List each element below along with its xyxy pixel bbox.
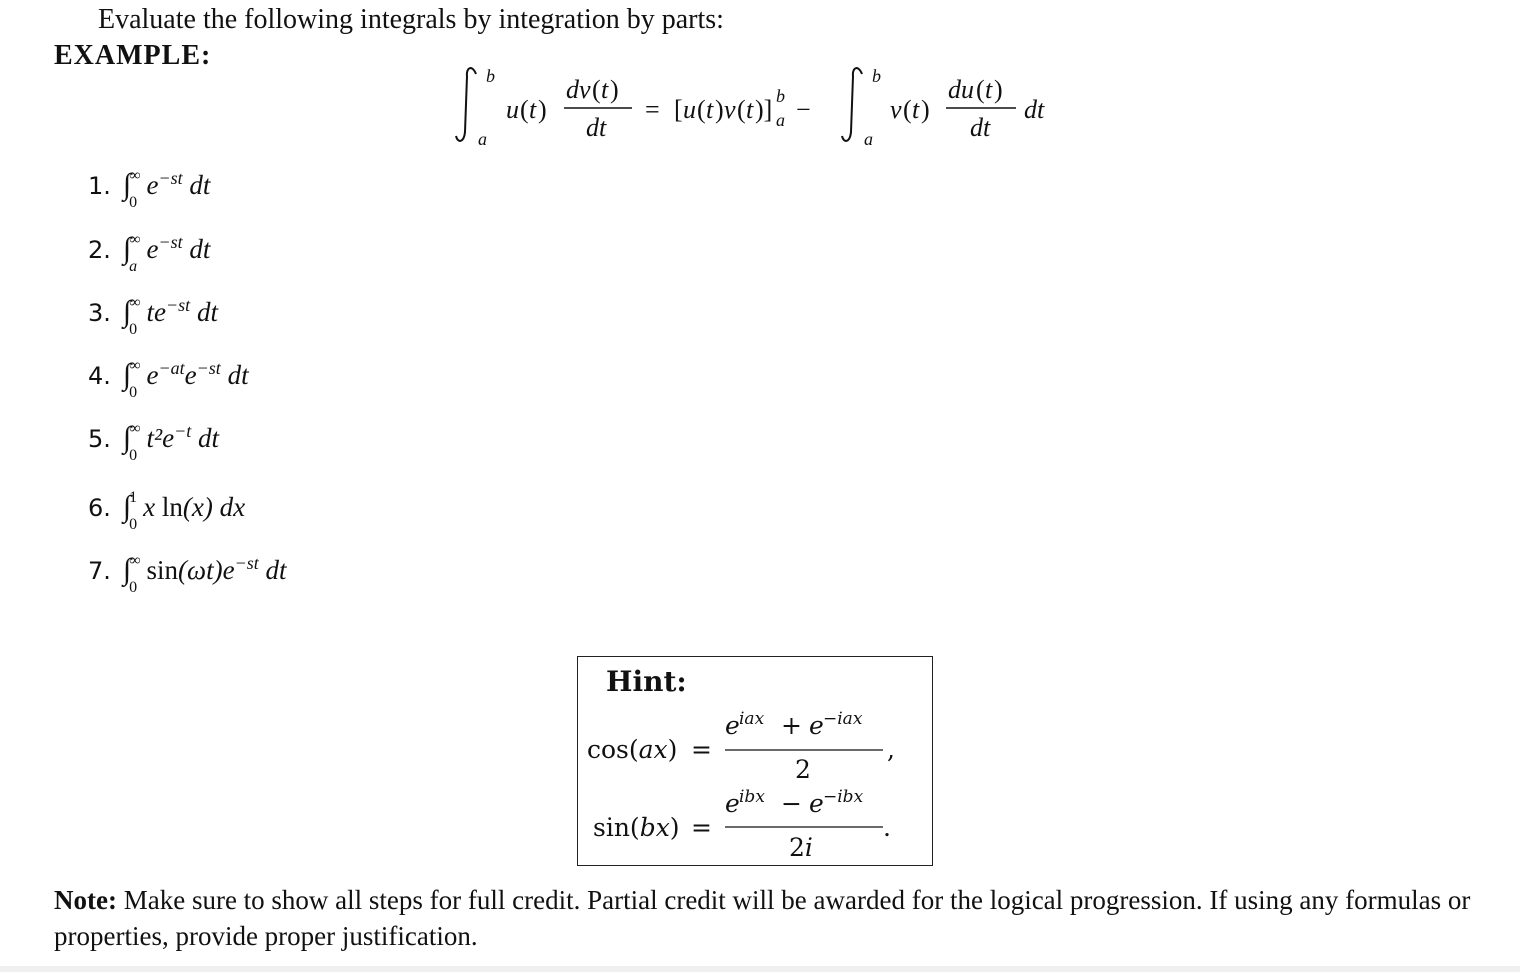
lower-limit: 0	[129, 383, 138, 401]
svg-text:)]: )]	[755, 95, 773, 124]
lower-limit: 0	[129, 193, 138, 211]
upper-limit: ∞	[129, 166, 141, 184]
svg-text:−: −	[796, 95, 811, 124]
note-text: Make sure to show all steps for full credit. Partial credit will be awarded for the logical progression. If using any formulas or properties, provide proper justification.	[54, 885, 1471, 951]
upper-limit: ∞	[129, 356, 141, 374]
svg-text:t: t	[706, 95, 714, 124]
problem-item	[88, 356, 249, 401]
svg-text:−: −	[781, 789, 802, 818]
svg-text:(: (	[592, 75, 601, 104]
note-label: Note:	[54, 885, 117, 915]
svg-text:(: (	[737, 95, 746, 124]
svg-text:t: t	[746, 95, 754, 124]
lower-limit: 0	[129, 446, 138, 464]
lower-limit: 0	[129, 515, 138, 533]
integral-limits	[129, 166, 141, 211]
example-label: EXAMPLE:	[54, 40, 212, 71]
upper-limit: 1	[129, 488, 138, 506]
svg-text:[: [	[674, 95, 683, 124]
svg-text:(: (	[697, 95, 706, 124]
problem-item	[88, 230, 211, 275]
svg-text:+: +	[781, 711, 802, 740]
hint-formulas	[585, 700, 925, 860]
svg-text:): )	[538, 95, 547, 124]
problem-item	[88, 419, 220, 464]
svg-text:b: b	[872, 66, 881, 86]
integral-limits	[129, 488, 138, 533]
svg-text:): )	[610, 75, 619, 104]
problem-number: 2.	[88, 236, 111, 264]
example-formula	[450, 62, 1070, 152]
svg-text:−ibx: −ibx	[823, 787, 864, 807]
svg-text:b: b	[776, 86, 785, 106]
integrand: $te^{-st}$ dt	[146, 295, 218, 327]
upper-limit: ∞	[129, 293, 141, 311]
svg-text:a: a	[478, 129, 487, 149]
svg-text:t: t	[601, 75, 609, 104]
problem-number: 5.	[88, 425, 111, 453]
svg-text:e: e	[809, 711, 824, 740]
svg-text:ibx: ibx	[739, 787, 765, 807]
svg-text:a: a	[864, 129, 873, 149]
svg-text:t: t	[985, 75, 993, 104]
integral-limits	[129, 356, 141, 401]
problem-number: 6.	[88, 494, 111, 522]
problem-item	[88, 293, 218, 338]
integral-sign: ∫	[122, 295, 132, 328]
integrand: $e^{-st}$ dt	[146, 232, 211, 264]
svg-text:,: ,	[887, 735, 895, 764]
svg-text:u: u	[683, 95, 696, 124]
svg-text:e: e	[725, 711, 740, 740]
problem-item	[88, 488, 246, 533]
svg-text:t: t	[529, 95, 537, 124]
problem-number: 4.	[88, 362, 111, 390]
integral-limits	[129, 419, 141, 464]
svg-text:): )	[715, 95, 724, 124]
integral-sign: ∫	[122, 490, 132, 523]
svg-text:(: (	[520, 95, 529, 124]
svg-text:iax: iax	[739, 709, 765, 729]
integrand: $\sin(\omega t)e^{-st}$ dt	[146, 553, 287, 585]
page-title: Evaluate the following integrals by integration by parts:	[98, 4, 724, 35]
svg-text:dt: dt	[970, 113, 991, 142]
svg-text:e: e	[725, 789, 740, 818]
svg-text:=: =	[691, 813, 712, 842]
problem-number: 7.	[88, 557, 111, 585]
svg-text:dt: dt	[1024, 95, 1045, 124]
svg-text:(: (	[976, 75, 985, 104]
integral-sign: ∫	[122, 358, 132, 391]
svg-text:2: 2	[795, 755, 811, 784]
upper-limit: ∞	[129, 551, 141, 569]
integral-sign: ∫	[122, 232, 132, 265]
integral-limits	[129, 293, 141, 338]
integral-limits	[129, 230, 141, 275]
integral-sign: ∫	[122, 168, 132, 201]
svg-text:dt: dt	[586, 113, 607, 142]
svg-text:a: a	[776, 110, 785, 130]
problem-item	[88, 551, 287, 596]
svg-text:=: =	[645, 95, 660, 124]
upper-limit: ∞	[129, 230, 141, 248]
svg-text:.: .	[883, 813, 891, 842]
integral-sign: ∫	[122, 421, 132, 454]
svg-text:=: =	[691, 735, 712, 764]
problem-item	[88, 166, 211, 211]
integrand: x ln(x) dx	[143, 492, 246, 522]
svg-text:): )	[994, 75, 1003, 104]
lower-limit: 0	[129, 578, 138, 596]
problem-number: 3.	[88, 299, 111, 327]
svg-text:−iax: −iax	[823, 709, 863, 729]
lower-limit: a	[129, 257, 138, 275]
svg-text:): )	[921, 95, 930, 124]
svg-text:b: b	[486, 66, 495, 86]
svg-text:2i: 2i	[789, 833, 813, 860]
svg-text:v: v	[890, 95, 902, 124]
svg-text:cos(ax): cos(ax)	[587, 735, 678, 764]
svg-text:u: u	[506, 95, 519, 124]
integrand: $e^{-at}e^{-st}$ dt	[146, 358, 249, 390]
integrand: $e^{-st}$ dt	[146, 168, 211, 200]
integral-limits	[129, 551, 141, 596]
svg-text:dv: dv	[566, 75, 591, 104]
svg-text:(: (	[903, 95, 912, 124]
svg-text:sin(bx): sin(bx)	[593, 813, 680, 842]
integrand: $t^2e^{-t}$ dt	[146, 421, 220, 453]
svg-text:t: t	[912, 95, 920, 124]
svg-text:e: e	[809, 789, 824, 818]
bottom-strip	[0, 966, 1520, 972]
svg-text:du: du	[948, 75, 974, 104]
svg-text:v: v	[724, 95, 736, 124]
problem-number: 1.	[88, 172, 111, 200]
lower-limit: 0	[129, 320, 138, 338]
upper-limit: ∞	[129, 419, 141, 437]
integral-sign: ∫	[122, 553, 132, 586]
hint-title: Hint:	[606, 665, 687, 698]
note	[54, 882, 1494, 954]
